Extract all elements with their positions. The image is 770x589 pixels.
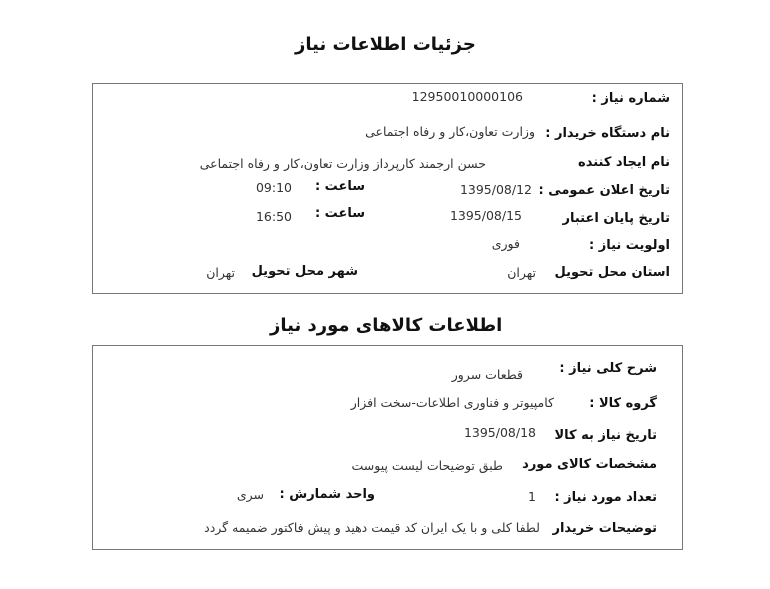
expiry-time-label: ساعت : xyxy=(314,206,365,221)
announce-time: 09:10 xyxy=(255,180,292,195)
summary: قطعات سرور xyxy=(451,367,523,382)
expiry-date: 1395/08/15 xyxy=(449,208,522,223)
city: تهران xyxy=(206,265,235,280)
need-date-label: تاریخ نیاز به کالا xyxy=(554,428,657,443)
creator-label: نام ایجاد کننده xyxy=(578,155,670,170)
buyer-org: وزارت تعاون،کار و رفاه اجتماعی xyxy=(365,124,535,139)
specs: طبق توضیحات لیست پیوست xyxy=(351,458,503,473)
need-number-label: شماره نیاز : xyxy=(591,91,670,106)
qty-label: تعداد مورد نیاز : xyxy=(554,490,657,505)
creator: حسن ارجمند کارپرداز وزارت تعاون،کار و رفاه اجتماعی xyxy=(199,156,486,171)
unit: سری xyxy=(236,487,264,502)
specs-label: مشخصات کالای مورد xyxy=(522,457,657,472)
province: تهران xyxy=(507,265,536,280)
qty: 1 xyxy=(528,489,536,504)
need-date: 1395/08/18 xyxy=(463,425,536,440)
city-label: شهر محل تحویل xyxy=(251,264,358,279)
buyer-notes-label: توضیحات خریدار xyxy=(552,521,657,536)
group-label: گروه کالا : xyxy=(589,396,657,411)
announce-time-label: ساعت : xyxy=(314,179,365,194)
buyer-notes: لطفا کلی و با یک ایران کد قیمت دهید و پیش فاکتور ضمیمه گردد xyxy=(204,520,540,535)
summary-label: شرح کلی نیاز : xyxy=(559,361,657,376)
priority: فوری xyxy=(491,236,520,251)
announce-date: 1395/08/12 xyxy=(459,182,532,197)
province-label: استان محل تحویل xyxy=(554,265,670,280)
priority-label: اولویت نیاز : xyxy=(588,238,670,253)
unit-label: واحد شمارش : xyxy=(279,487,375,502)
goods-title: اطلاعات کالاهای مورد نیاز xyxy=(270,315,503,336)
group: کامپیوتر و فناوری اطلاعات-سخت افزار xyxy=(350,395,554,410)
buyer-org-label: نام دستگاه خریدار : xyxy=(545,126,670,141)
expiry-date-label: تاریخ پایان اعتبار xyxy=(562,211,670,226)
announce-date-label: تاریخ اعلان عمومی : xyxy=(538,183,670,198)
expiry-time: 16:50 xyxy=(255,209,292,224)
page-title: جزئیات اطلاعات نیاز xyxy=(295,34,476,55)
need-number: 12950010000106 xyxy=(411,89,523,104)
